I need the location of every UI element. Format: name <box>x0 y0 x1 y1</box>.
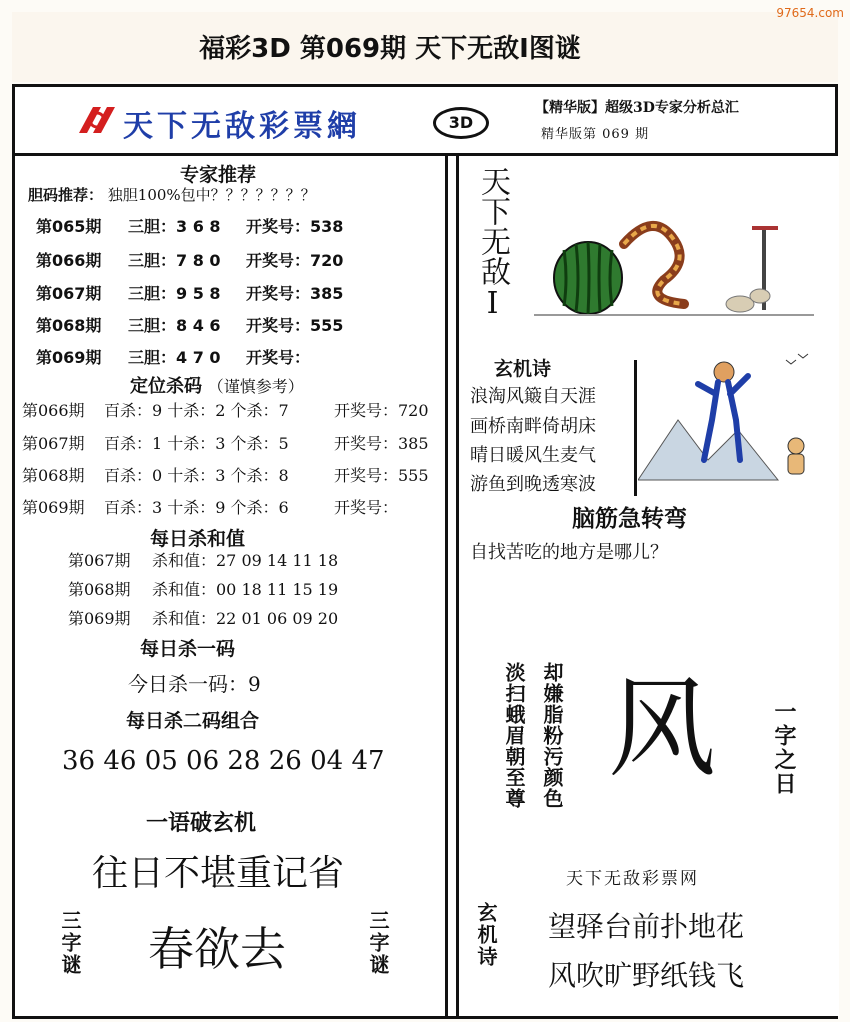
edition-label: 【精华版】超级3D专家分析总汇 <box>535 100 739 116</box>
pk-kj: 开奖号：555 <box>334 466 429 485</box>
kj-label: 开奖号： <box>246 217 311 236</box>
daily-sum-heading: 每日杀和值 <box>150 528 246 550</box>
kj-label: 开奖号： <box>246 348 311 367</box>
monk-mountain-illustration <box>638 350 830 490</box>
position-kill-note: （谨慎参考） <box>207 377 304 396</box>
dan-label: 三胆： <box>128 284 177 303</box>
poem-line: 游鱼到晚透寒波 <box>470 474 596 495</box>
dan-value: 8 4 6 <box>176 316 221 335</box>
poem-heading: 玄机诗 <box>494 358 552 380</box>
poem-divider <box>634 360 637 496</box>
ds-period: 第069期 <box>68 609 131 628</box>
dan-value: 3 6 8 <box>176 217 221 236</box>
daily-two-text: 36 46 05 06 28 26 04 47 <box>62 746 385 776</box>
ds-text: 杀和值：00 18 11 15 19 <box>152 580 339 599</box>
ds-period: 第068期 <box>68 580 131 599</box>
expert-period: 第068期 <box>36 316 102 335</box>
expert-period: 第069期 <box>36 348 102 367</box>
phrase-text: 往日不堪重记省 <box>92 853 345 894</box>
lottery-logo-icon <box>73 103 121 137</box>
poem-line: 晴日暖风生麦气 <box>470 445 596 466</box>
dan-value: 9 5 8 <box>176 284 221 303</box>
pk-period: 第066期 <box>22 401 85 420</box>
footer-poem-label: 玄机诗 <box>474 902 498 968</box>
brain-text: 自找苦吃的地方是哪儿？ <box>470 542 668 563</box>
ds-text: 杀和值：22 01 06 09 20 <box>152 609 339 628</box>
kj-value: 538 <box>310 217 344 236</box>
phrase-heading: 一语破玄机 <box>146 811 257 836</box>
expert-heading: 专家推荐 <box>180 164 257 186</box>
page-title: 福彩3D 第069期 天下无敌Ⅰ图谜 <box>199 34 581 64</box>
pk-text: 百杀：9 十杀：2 个杀：7 <box>104 401 289 420</box>
ds-period: 第067期 <box>68 551 131 570</box>
pk-text: 百杀：0 十杀：3 个杀：8 <box>104 466 289 485</box>
footer-line: 风吹旷野纸钱飞 <box>548 959 745 992</box>
riddle-text: 春欲去 <box>148 922 286 976</box>
pk-period: 第069期 <box>22 498 85 517</box>
kj-value: 555 <box>310 316 344 335</box>
daily-two-heading: 每日杀二码组合 <box>126 710 260 732</box>
banner <box>15 87 835 156</box>
3d-badge: 3D <box>433 107 489 139</box>
logo-text: 天下无敌彩票網 <box>123 109 361 144</box>
pk-period: 第068期 <box>22 466 85 485</box>
daily-one-heading: 每日杀一码 <box>140 638 236 660</box>
ds-text: 杀和值：27 09 14 11 18 <box>152 551 339 570</box>
dan-label: 三胆： <box>128 251 177 270</box>
watermelon-snake-illustration <box>524 200 824 330</box>
daily-one-text: 今日杀一码：9 <box>128 672 261 696</box>
gall-label: 胆码推荐： <box>28 186 104 204</box>
hint-column-right: 却嫌脂粉污颜色 <box>540 662 564 809</box>
dan-value: 7 8 0 <box>176 251 221 270</box>
kj-value: 720 <box>310 251 344 270</box>
footer-line: 望驿台前扑地花 <box>548 910 745 943</box>
dan-label: 三胆： <box>128 316 177 335</box>
big-character: 风 <box>608 667 717 792</box>
pk-kj: 开奖号： <box>334 498 399 517</box>
footer-site: 天下无敌彩票网 <box>566 869 699 889</box>
position-kill-heading: 定位杀码 <box>130 376 202 397</box>
brain-heading: 脑筋急转弯 <box>572 506 687 532</box>
vertical-title: 天下无敌Ⅰ <box>475 166 510 321</box>
kj-label: 开奖号： <box>246 284 311 303</box>
dan-value: 4 7 0 <box>176 348 221 367</box>
expert-period: 第067期 <box>36 284 102 303</box>
dan-label: 三胆： <box>128 348 177 367</box>
pk-text: 百杀：1 十杀：3 个杀：5 <box>104 434 289 453</box>
pk-text: 百杀：3 十杀：9 个杀：6 <box>104 498 289 517</box>
pk-kj: 开奖号：720 <box>334 401 429 420</box>
poem-line: 浪淘风簸自天涯 <box>470 386 596 407</box>
kj-value: 385 <box>310 284 344 303</box>
expert-period: 第066期 <box>36 251 102 270</box>
pk-period: 第067期 <box>22 434 85 453</box>
kj-label: 开奖号： <box>246 251 311 270</box>
site-url[interactable]: 97654.com <box>776 6 844 20</box>
issue-label: 精华版第 069 期 <box>541 127 650 142</box>
gall-text: 独胆100%包中？？？？？？？ <box>107 186 316 204</box>
pk-kj: 开奖号：385 <box>334 434 429 453</box>
expert-period: 第065期 <box>36 217 102 236</box>
dan-label: 三胆： <box>128 217 177 236</box>
poem-line: 画桥南畔倚胡床 <box>470 416 596 437</box>
riddle-label-right: 三字谜 <box>366 910 390 976</box>
hint-column-left: 淡扫蛾眉朝至尊 <box>502 662 526 809</box>
kj-label: 开奖号： <box>246 316 311 335</box>
one-char-label: 一字之日 <box>771 700 796 796</box>
riddle-label-left: 三字谜 <box>58 910 82 976</box>
